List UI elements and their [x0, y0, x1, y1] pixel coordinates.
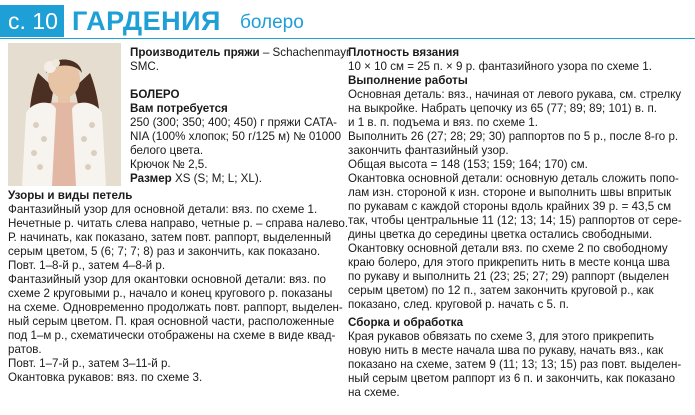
materials-line: NIA (100% хлопок; 50 г/125 м) № 01000: [130, 130, 342, 143]
work-line: Окантовка основной детали: основную деталь сложить попо-: [348, 172, 679, 185]
assembly-line: показано на схеме, затем 9 (11; 13; 13; 15) раз повт. выделен-: [348, 358, 682, 371]
size-label: Размер: [130, 172, 172, 185]
section-title: БОЛЕРО: [130, 88, 180, 101]
assembly-line: новую нить в месте начала шва по рукаву, начать вяз., как: [348, 344, 664, 357]
patterns-line: Р. начинать, как показано, затем повт. раппорт, выделенный: [8, 231, 332, 244]
patterns-line: Нечетные р. читать слева направо, четные р. – справа налево.: [8, 217, 349, 230]
materials-heading: Вам потребуется: [130, 102, 228, 115]
patterns-line: Фантазийный узор для окантовки основной детали: вяз. по: [8, 273, 326, 286]
work-line: и 1 в. п. подъема и вяз. по схеме 1.: [348, 116, 538, 129]
page-header: [0, 0, 695, 38]
patterns-line: Фантазийный узор для основной детали: вяз. по схеме 1.: [8, 203, 318, 216]
pattern-title: ГАРДЕНИЯ: [72, 6, 221, 36]
work-line: на выкройке. Набрать цепочку из 65 (77; 89; 89; 101) в. п.: [348, 102, 657, 115]
size-line: [130, 172, 262, 186]
density-heading: Плотность вязания: [348, 46, 460, 59]
patterns-line: на схеме. Одновременно продолжать повт. раппорт, выделен-: [8, 301, 343, 314]
patterns-line: ратов.: [8, 343, 42, 356]
pattern-subtitle: болеро: [240, 12, 304, 33]
model-photo: [8, 43, 121, 186]
work-line: Выполнить 26 (27; 28; 29; 30) раппортов по 5 р., после 8-го р.: [348, 130, 679, 143]
work-line: лам изн. стороной к изн. стороне и выполнить швы впритык: [348, 186, 672, 199]
patterns-line: Повт. 1–8-й р., затем 4–8-й р.: [8, 259, 166, 272]
assembly-line: на схеме.: [348, 386, 400, 399]
work-line: Окантовку основной детали вяз. по схеме 2 по свободному: [348, 242, 668, 255]
work-heading: Выполнение работы: [348, 74, 468, 87]
patterns-line: под 1–м р., схематически отображены на схеме в виде квад-: [8, 329, 336, 342]
yarn-maker-line2: SMC.: [130, 60, 159, 73]
patterns-line: Окантовка рукавов: вяз. по схеме 3.: [8, 371, 203, 384]
work-line: по рукаву и выполнить 21 (23; 25; 27; 29) раппорт (выделен: [348, 270, 670, 283]
work-line: Общая высота = 148 (153; 159; 164; 170) см.: [348, 158, 588, 171]
work-line: показано, след. круговой р. начать с 5. п.: [348, 298, 569, 311]
work-line: так, чтобы центральные 11 (12; 13; 14; 15) раппортов от сере-: [348, 214, 682, 227]
assembly-line: ный серым цветом раппорт из 6 п. и закончить, как показано: [348, 372, 676, 385]
patterns-line: схеме 2 круговыми р., начало и конец кругового р. показаны: [8, 287, 333, 300]
assembly-line: Края рукавов обвязать по схеме 3, для этого прикрепить: [348, 330, 654, 343]
size-value: XS (S; M; L; XL).: [171, 172, 262, 185]
work-line: по рукавам с каждой стороны вдоль крайних 39 р. = 43,5 см: [348, 200, 672, 213]
work-line: серым цветом) по 12 п., затем закончить круговой р., как: [348, 284, 654, 297]
materials-line: Крючок № 2,5.: [130, 158, 208, 171]
materials-line: белого цвета.: [130, 144, 204, 157]
patterns-heading: Узоры и виды петель: [8, 189, 133, 202]
materials-line: 250 (300; 350; 400; 450) г пряжи CATA-: [130, 116, 338, 129]
work-line: Основная деталь: вяз., начиная от левого рукава, см. стрелку: [348, 88, 682, 101]
yarn-maker-value: – Schachenmayr: [259, 46, 350, 59]
work-line: закончить фантазийный узор.: [348, 144, 509, 157]
patterns-line: ный серым цветом. П. края основной части, расположенные: [8, 315, 335, 328]
assembly-heading: Сборка и обработка: [348, 316, 464, 329]
patterns-line: Повт. 1–7-й р., затем 3–11-й р.: [8, 357, 171, 370]
header-rule: [0, 38, 695, 39]
patterns-line: серым цветом, 5 (6; 7; 7; 8) раз и закончить, как показано.: [8, 245, 321, 258]
work-line: краю болеро, для этого прикрепить нить в месте конца шва: [348, 256, 670, 269]
page-number-badge: с. 10: [0, 5, 64, 37]
density-text: 10 × 10 см = 25 п. × 9 р. фантазийного узора по схеме 1.: [348, 60, 652, 73]
work-line: дины цветка до середины цветка остались свободными.: [348, 228, 653, 241]
yarn-maker: [130, 46, 350, 60]
yarn-maker-label: Производитель пряжи: [130, 46, 260, 59]
